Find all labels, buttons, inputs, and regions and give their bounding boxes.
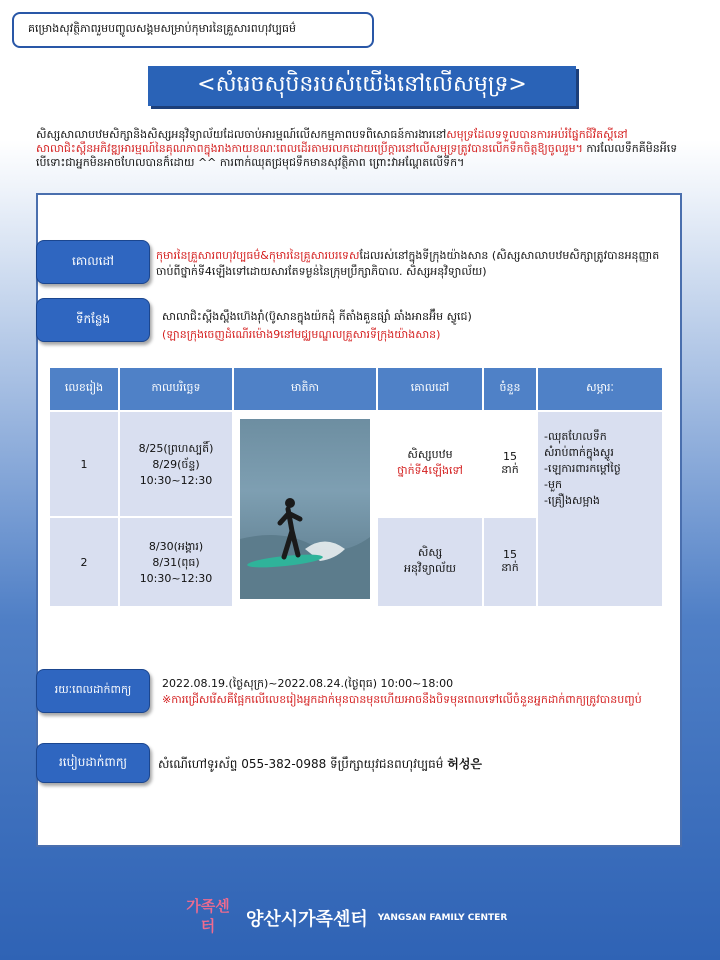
row1-date1: 8/25(ព្រហស្បតិ៍) [138, 441, 214, 455]
row2-count-num: 15 [503, 547, 517, 561]
row1-date [120, 412, 232, 516]
th-content: មាតិកា [234, 368, 376, 410]
footer-logo [180, 893, 560, 943]
th-target: គោលដៅ [378, 368, 482, 410]
intro-part3: ការលែលទឹកគឺមិនអីទេ បើទោះជាអ្នកមិនអាចហែលបានក៏ដោយ ^^ ការពាក់ឈុតជ្រមុជទឹកមានសុវត្ថិភាព ព្រោះវាអណ្តែតលើទឹក។ [36, 142, 678, 169]
period-note: ※ការជ្រើសរើសគឺផ្អែកលើលេខរៀងអ្នកដាក់មុនបានមុនហើយអាចនឹងបិទមុនពេលទៅលើចំនួនអ្នកដាក់ពាក្យត្រូវបានបញ្ចប់ [162, 693, 642, 706]
row1-count [484, 412, 536, 516]
place-address: សាលាជិះស្ពីងស្ពឹងហ៊េងរ៉ាំ(ប៊ូសានក្នុងយ៉កដុំ កីតាំងគួនផ្សាំ ឆាំងអានអ៊ឹម ស្វូជេ) [162, 310, 472, 323]
page-title-text: <សំរេចសុបិនរបស់យើងនៅលើសមុទ្រ> [197, 72, 527, 97]
family-center-logo-icon [180, 894, 236, 942]
row2-count-unit: នាក់ [501, 560, 519, 574]
materials-cell [538, 412, 662, 606]
place-label-text: ទីកន្លែង [75, 312, 111, 326]
material-item: -មួក [544, 478, 562, 491]
row2-date [120, 518, 232, 606]
row1-date2: 8/29(ច័ន្ទ) [152, 457, 200, 471]
period-dates: 2022.08.19.(ថ្ងៃសុក្រ)~2022.08.24.(ថ្ងៃពុធ) 10:00~18:00 [162, 677, 454, 690]
table-row [50, 412, 662, 516]
intro-part2: សមុទ្រដែលទទួលបានការអប់រំផ្នែកជីវិតស្តីនៅសាលាជិះស្ពឹនអភិវឌ្ឍអារម្មណ៍នៃគុណភាពក្នុងរាងកាយខណៈពេលដើរតាមរលកដោយប្រើក្តារនៅលើសមុទ្រត្រូវបានលើកទឹកចិត្តឱ្យចូលរួម។ [36, 128, 628, 155]
program-badge-text: គម្រោងសុវត្ថិភាពរួមបញ្ចូលសង្គមសម្រាប់កុមារនៃគ្រួសារពហុវប្បធម៌ [28, 22, 296, 35]
place-label [36, 298, 150, 342]
row2-count [484, 518, 536, 606]
org-name-en: YANGSAN FAMILY CENTER [377, 913, 508, 923]
apply-contact: សំណើហៅទូរស័ព្ទ 055-382-0988 ទីប្រឹក្សាយុវជនពហុវប្បធម៌ [158, 757, 444, 771]
surfing-photo [240, 419, 370, 599]
org-name-ko: 양산시가족센터 [246, 909, 368, 930]
row1-target-text: សិស្សបឋម [407, 448, 453, 461]
goal-red-text: កុមារនៃគ្រួសារពហុវប្បធម៌&កុមារនៃគ្រួសារបរទេស [156, 249, 360, 262]
place-text [162, 308, 672, 344]
row2-num: 2 [50, 518, 118, 606]
row2-date1: 8/30(អង្គារ) [148, 539, 204, 553]
row1-count-unit: នាក់ [501, 462, 519, 476]
program-badge [12, 12, 374, 48]
logo-text: 가족센터 [186, 897, 230, 935]
material-item: -ឡេការពារកម្តៅថ្ងៃ [544, 462, 621, 475]
th-materials: សម្ភារៈ [538, 368, 662, 410]
row1-num: 1 [50, 412, 118, 516]
goal-label-text: គោលដៅ [72, 254, 114, 268]
period-text [162, 676, 662, 708]
intro-part1: សិស្សសាលាបឋមសិក្សានិងសិស្សអនុវិទ្យាល័យដែលចាប់អារម្មណ៍លើសកម្មភាពបទពិសោធន៍ការងារនៅ [36, 128, 447, 141]
table-header-row [50, 368, 662, 410]
row2-target-text: សិស្ស [417, 546, 443, 559]
material-item: -គ្រឿងសម្អាង [544, 494, 600, 507]
row1-time: 10:30~12:30 [139, 473, 213, 487]
material-item: សំរាប់ពាក់ក្នុងស្ទូរ [544, 446, 614, 459]
schedule-table [48, 366, 664, 608]
row2-target [378, 518, 482, 606]
th-number: លេខរៀង [50, 368, 118, 410]
apply-label-text: របៀបដាក់ពាក្យ [58, 755, 128, 769]
row1-count-num: 15 [503, 449, 517, 463]
th-date: កាលបរិច្ឆេទ [120, 368, 232, 410]
th-count: ចំនួន [484, 368, 536, 410]
row1-target [378, 412, 482, 516]
row2-target-level: អនុវិទ្យាល័យ [404, 562, 456, 575]
goal-label [36, 240, 150, 284]
page-title [148, 66, 576, 106]
apply-text [158, 755, 658, 774]
row1-target-grade: ថ្នាក់ទី4ឡើងទៅ [397, 464, 463, 477]
content-photo-cell [234, 412, 376, 606]
place-bus-note: (ឡានក្រុងចេញដំណើរម៉ោង9នៅមជ្ឈមណ្ឌលគ្រួសារទីក្រុងយ៉ាងសាន) [162, 328, 441, 341]
material-item: -ឈុតហែលទឹក [544, 430, 607, 443]
goal-text [156, 248, 666, 280]
apply-label [36, 743, 150, 783]
period-label [36, 669, 150, 713]
period-label-text: រយៈពេលដាក់ពាក្យ [54, 683, 132, 696]
intro-paragraph [36, 128, 682, 170]
goal-body-text: ដែលរស់នៅក្នុងទីក្រុងយ៉ាងសាន (សិស្សសាលាបឋមសិក្សាត្រូវបានអនុញ្ញាតចាប់ពីថ្នាក់ទី4ឡើងទៅដោយសារតែទម្ងន់នៃក្រុមប្រឹក្សាភិបាល. សិស្សអនុវិទ្យាល័យ) [156, 249, 660, 278]
apply-counselor-name: 허성은 [447, 757, 483, 771]
row2-time: 10:30~12:30 [139, 571, 213, 585]
row2-date2: 8/31(ពុធ) [152, 555, 200, 569]
